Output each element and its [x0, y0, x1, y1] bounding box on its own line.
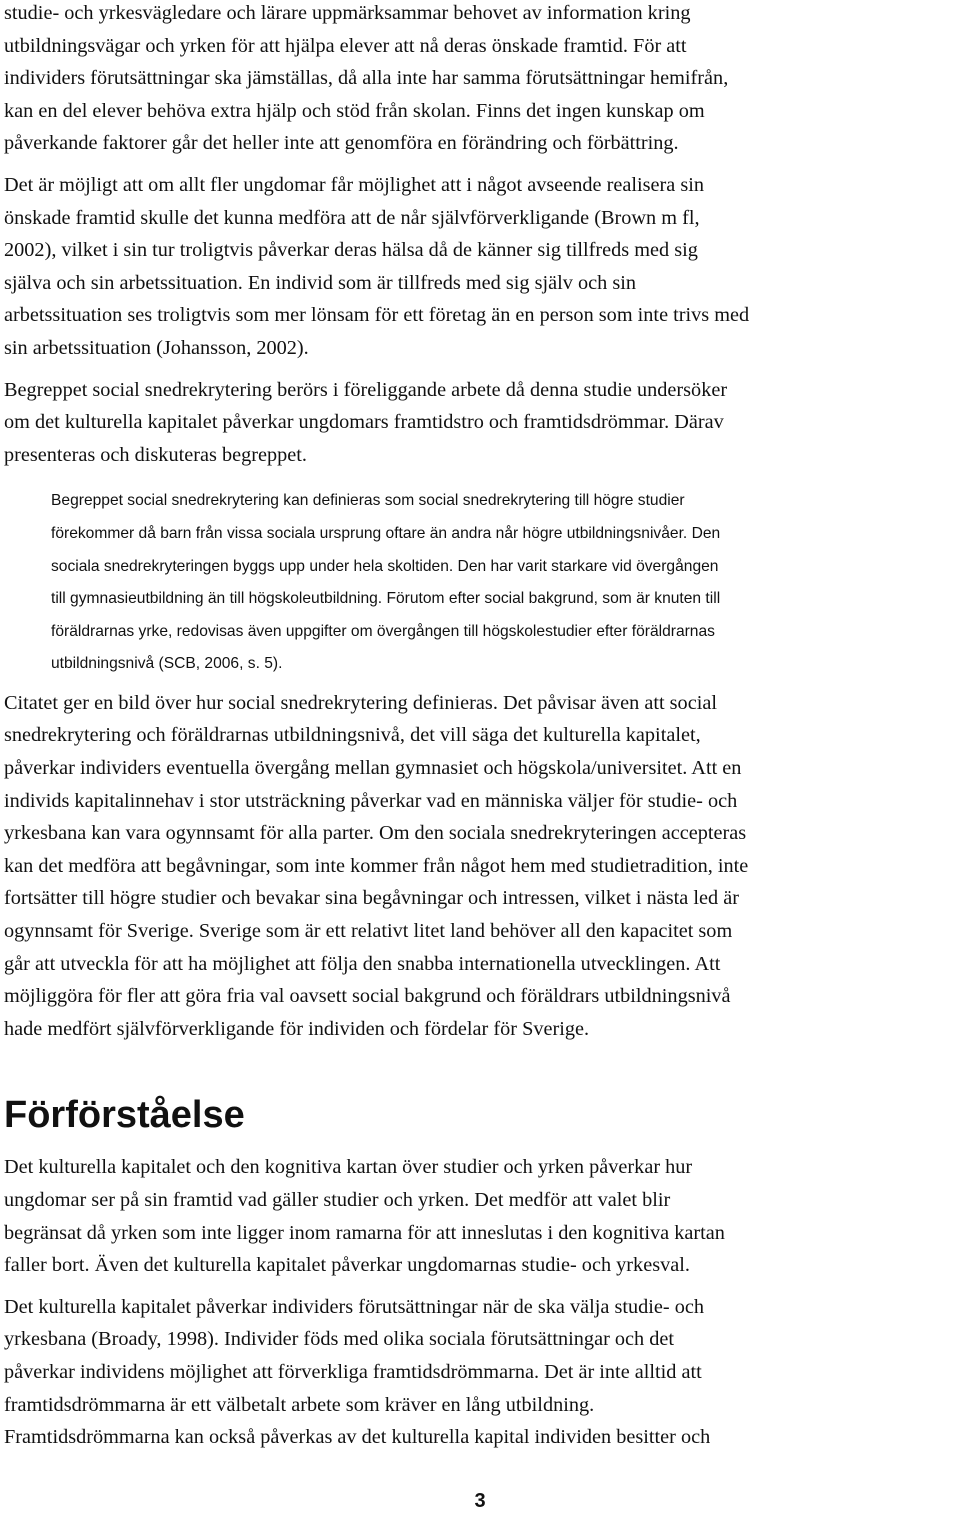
text-line: fortsätter till högre studier och bevakar sina begåvningar och intressen, vilket i nästa led är: [4, 887, 739, 910]
paragraph-3: [4, 374, 954, 472]
text-line: presenteras och diskuteras begreppet.: [4, 443, 307, 466]
text-line: faller bort. Även det kulturella kapitalet påverkar ungdomarnas studie- och yrkesval.: [4, 1254, 690, 1277]
paragraph-5: [4, 1151, 954, 1281]
paragraph-1: [4, 0, 954, 160]
text-line: själva och sin arbetssituation. En individ som är tillfreds med sig själv och sin: [4, 271, 637, 294]
text-line: individers förutsättningar ska jämställas, då alla inte har samma förutsättningar hemifrån,: [4, 67, 729, 90]
text-line: 2002), vilket i sin tur troligtvis påverkar deras hälsa då de känner sig tillfreds med sig: [4, 239, 698, 262]
text-line: begränsat då yrken som inte ligger inom ramarna för att inneslutas i den kognitiva kartan: [4, 1221, 725, 1244]
text-line: ogynnsamt för Sverige. Sverige som är ett relativt litet land behöver all den kapacitet som: [4, 920, 733, 943]
text-line: arbetssituation ses troligtvis som mer lönsam för ett företag än en person som inte trivs med: [4, 304, 750, 327]
text-line: Citatet ger en bild över hur social snedrekrytering definieras. Det påvisar även att social: [4, 691, 717, 714]
page-number: 3: [474, 1490, 486, 1512]
text-line: Framtidsdrömmarna kan också påverkas av det kulturella kapital individen besitter och: [4, 1426, 711, 1449]
text-line: påverkar individens möjlighet att förverkliga framtidsdrömmarna. Det är inte alltid att: [4, 1360, 702, 1383]
paragraph-2: [4, 169, 954, 365]
quote-line: till gymnasieutbildning än till högskoleutbildning. Förutom efter social bakgrund, som är knuten till: [51, 590, 721, 608]
quote-line: föräldrarnas yrke, redovisas även uppgifter om övergången till högskolestudier efter föräldrarnas: [51, 622, 715, 640]
text-line: Det kulturella kapitalet och den kognitiva kartan över studier och yrken påverkar hur: [4, 1156, 693, 1179]
paragraph-4: [4, 687, 954, 1046]
text-line: Det är möjligt att om allt fler ungdomar får möjlighet att i något avseende realisera sin: [4, 173, 705, 196]
quote-line: förekommer då barn från vissa sociala ursprung oftare än andra når högre utbildningsnivåer. Den: [51, 524, 721, 542]
text-line: ungdomar ser på sin framtid vad gäller studier och yrken. Det medför att valet blir: [4, 1189, 671, 1211]
text-line: Det kulturella kapitalet påverkar individers förutsättningar när de ska välja studie- och: [4, 1295, 705, 1318]
document-page: [4, 0, 954, 1454]
block-quote: [51, 485, 954, 681]
quote-line: sociala snedrekryteringen byggs upp under hela skoltiden. Den har varit starkare vid övergången: [51, 557, 719, 575]
text-line: påverkar individers eventuella övergång mellan gymnasiet och högskola/universitet. Att en: [4, 757, 742, 780]
text-line: individs kapitalinnehav i stor utsträckning påverkar vad en människa väljer för studie- och: [4, 789, 738, 812]
text-line: går att utveckla för att ha möjlighet att följa den snabba internationella utvecklingen. Att: [4, 952, 721, 975]
text-line: om det kulturella kapitalet påverkar ungdomars framtidstro och framtidsdrömmar. Därav: [4, 411, 724, 434]
text-line: Begreppet social snedrekrytering berörs i föreliggande arbete då denna studie undersöker: [4, 378, 728, 401]
text-line: studie- och yrkesvägledare och lärare uppmärksammar behovet av information kring: [4, 2, 691, 24]
text-line: yrkesbana (Broady, 1998). Individer föds med olika sociala förutsättningar och det: [4, 1328, 675, 1351]
text-line: yrkesbana kan vara ogynnsamt för alla parter. Om den sociala snedrekryteringen accepteras: [4, 822, 747, 845]
text-line: möjliggöra för fler att göra fria val oavsett social bakgrund och föräldrars utbildningsnivå: [4, 985, 731, 1008]
text-line: önskade framtid skulle det kunna medföra att de når självförverkligande (Brown m fl,: [4, 206, 700, 229]
text-line: sin arbetssituation (Johansson, 2002).: [4, 336, 309, 359]
quote-line: Begreppet social snedrekrytering kan definieras som social snedrekrytering till högre studier: [51, 492, 685, 510]
text-line: påverkande faktorer går det heller inte att genomföra en förändring och förbättring.: [4, 132, 679, 155]
text-line: hade medfört självförverkligande för individen och fördelar för Sverige.: [4, 1017, 590, 1040]
quote-line: utbildningsnivå (SCB, 2006, s. 5).: [51, 655, 283, 673]
text-line: framtidsdrömmarna är ett välbetalt arbete som kräver en lång utbildning.: [4, 1393, 595, 1416]
text-line: snedrekrytering och föräldrarnas utbildningsnivå, det vill säga det kulturella kapitalet,: [4, 724, 701, 747]
paragraph-6: [4, 1291, 954, 1454]
text-line: utbildningsvägar och yrken för att hjälpa elever att nå deras önskade framtid. För att: [4, 34, 687, 57]
text-line: kan en del elever behöva extra hjälp och stöd från skolan. Finns det ingen kunskap om: [4, 99, 705, 122]
text-line: kan det medföra att begåvningar, som inte kommer från något hem med studietradition, inte: [4, 854, 749, 877]
section-heading: Förförståelse: [4, 1094, 245, 1137]
